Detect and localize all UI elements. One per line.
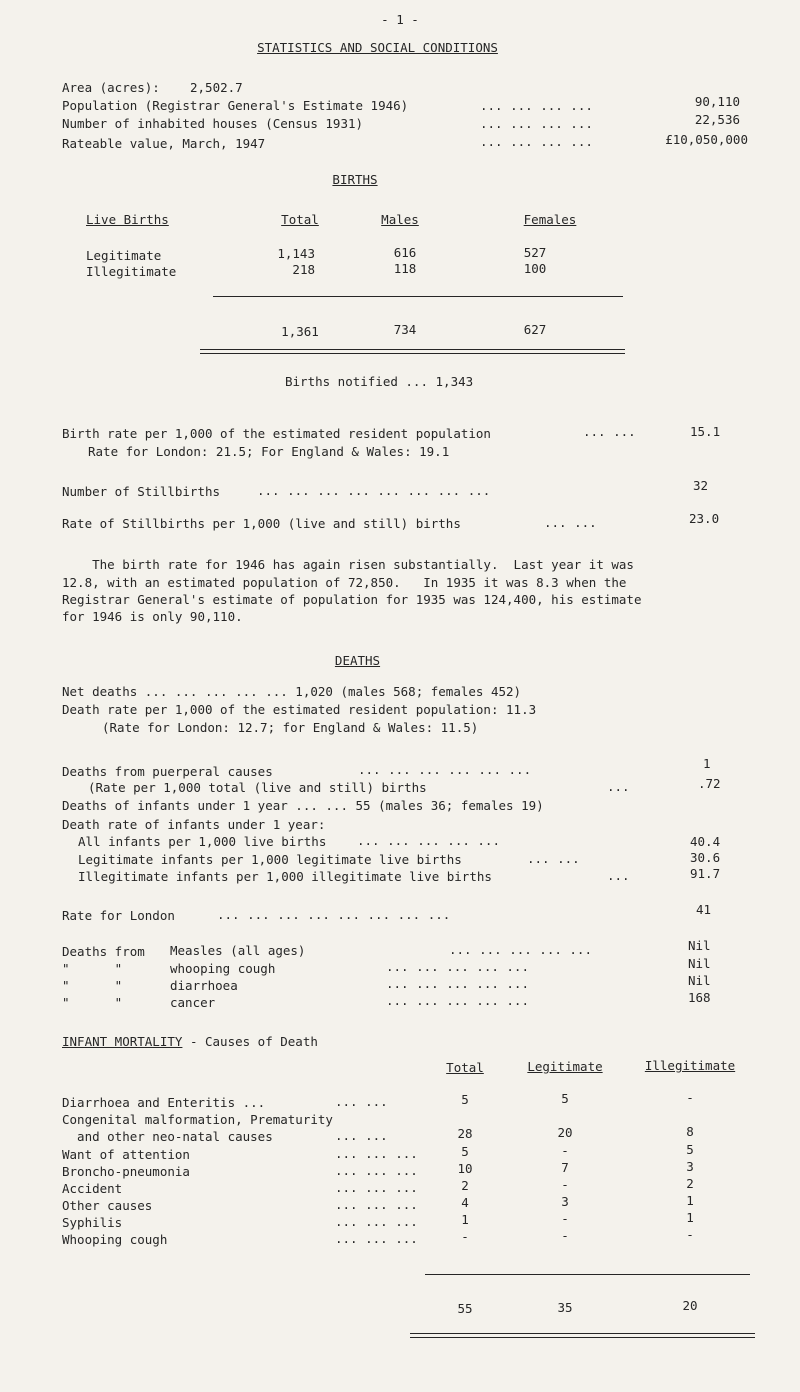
infant-rate-dots: ... ... (527, 851, 580, 866)
london-rate-value: 41 (696, 902, 712, 917)
im-col-illegitimate: Illegitimate (644, 1058, 736, 1073)
im-row-total: 4 (461, 1195, 469, 1210)
houses-value: 22,536 (694, 112, 740, 127)
births-heading: BIRTHS (332, 172, 378, 187)
im-row-label: Congenital malformation, Prematurity (62, 1112, 333, 1127)
london-rate-label: Rate for London (62, 908, 175, 923)
im-row-dots: ... ... (335, 1094, 388, 1109)
im-total-legitimate: 35 (557, 1300, 573, 1315)
births-total-males: 734 (393, 322, 417, 337)
im-row-illegitimate: - (686, 1090, 694, 1105)
im-row-total: 10 (457, 1161, 473, 1176)
im-row-label: Whooping cough (62, 1232, 168, 1247)
im-row-dots: ... ... ... (335, 1146, 418, 1161)
cause-prefix: " " (62, 961, 123, 976)
im-row-legitimate: - (561, 1228, 569, 1243)
infant-deaths: Deaths of infants under 1 year ... ... 55 (males 36; females 19) (62, 798, 544, 813)
death-rate-london: (Rate for London: 12.7; for England & Wales: 11.5) (102, 720, 479, 735)
births-row-males: 616 (393, 245, 417, 260)
im-row-label: Broncho-pneumonia (62, 1164, 190, 1179)
im-col-total: Total (446, 1060, 484, 1075)
stillbirths-label: Number of Stillbirths (62, 484, 221, 499)
cause-dots: ... ... ... ... ... (449, 942, 592, 957)
im-col-legitimate: Legitimate (527, 1059, 603, 1074)
cause-label: whooping cough (170, 961, 276, 976)
puerperal-rate-label: (Rate per 1,000 total (live and still) births (88, 780, 427, 795)
im-row-total: - (461, 1229, 469, 1244)
population-value: 90,110 (694, 94, 740, 109)
cause-prefix: " " (62, 978, 123, 993)
death-rate: Death rate per 1,000 of the estimated resident population: 11.3 (62, 702, 537, 717)
rateable-label: Rateable value, March, 1947 (62, 136, 266, 151)
cause-prefix: " " (62, 995, 123, 1010)
infant-rate-value: 40.4 (690, 834, 721, 849)
births-col-live: Live Births (86, 212, 169, 227)
im-rule (425, 1274, 750, 1275)
area-label: Area (acres): (62, 80, 160, 95)
im-row-legitimate: 5 (561, 1091, 569, 1106)
population-dots: ... ... ... ... (480, 98, 593, 113)
infant-rate-heading: Death rate of infants under 1 year: (62, 817, 326, 832)
births-double-rule (200, 353, 625, 354)
im-row-label: Syphilis (62, 1215, 123, 1230)
cause-dots: ... ... ... ... ... (386, 959, 529, 974)
im-row-illegitimate: 3 (686, 1159, 694, 1174)
still-rate-label: Rate of Stillbirths per 1,000 (live and still) births (62, 516, 461, 531)
page-number: - 1 - (381, 12, 419, 27)
im-row-dots: ... ... ... (335, 1180, 418, 1195)
im-row-total: 5 (461, 1092, 469, 1107)
im-row-dots: ... ... (335, 1128, 388, 1143)
area-value: 2,502.7 (190, 80, 243, 95)
im-row-total: 1 (461, 1212, 469, 1227)
im-double-rule (410, 1333, 755, 1334)
im-row-label: Diarrhoea and Enteritis ... (62, 1095, 266, 1110)
births-row-females: 100 (523, 261, 547, 276)
births-col-females: Females (523, 212, 577, 227)
births-double-rule (200, 349, 625, 350)
im-row-dots: ... ... ... (335, 1214, 418, 1229)
london-rate-dots: ... ... ... ... ... ... ... ... (217, 907, 451, 922)
puerperal-rate-value: .72 (698, 776, 721, 791)
infant-rate-value: 30.6 (690, 850, 721, 865)
im-total-illegitimate: 20 (682, 1298, 698, 1313)
births-row-total: 1,143 (277, 246, 315, 261)
birth-rate-london: Rate for London: 21.5; For England & Wales: 19.1 (88, 444, 450, 459)
still-rate-dots: ... ... (544, 515, 597, 530)
births-total-total: 1,361 (281, 324, 319, 339)
puerperal-label: Deaths from puerperal causes (62, 764, 273, 779)
stillbirths-dots: ... ... ... ... ... ... ... ... (257, 483, 491, 498)
im-row-label: Want of attention (62, 1147, 190, 1162)
infant-rate-label: Legitimate infants per 1,000 legitimate live births (78, 852, 462, 867)
cause-label: diarrhoea (170, 978, 238, 993)
paragraph-line: The birth rate for 1946 has again risen substantially. Last year it was (62, 557, 634, 572)
im-row-legitimate: - (561, 1177, 569, 1192)
infant-mortality-heading (62, 1034, 318, 1049)
births-col-males: Males (381, 212, 419, 227)
im-row-illegitimate: 2 (686, 1176, 694, 1191)
birth-rate-value: 15.1 (690, 424, 721, 439)
im-row-dots: ... ... ... (335, 1197, 418, 1212)
stillbirths-value: 32 (693, 478, 709, 493)
infant-mortality-title: INFANT MORTALITY (62, 1034, 183, 1049)
im-row-label: Other causes (62, 1198, 153, 1213)
cause-dots: ... ... ... ... ... (386, 976, 529, 991)
births-notified: Births notified ... 1,343 (285, 374, 474, 389)
cause-value: 168 (688, 990, 711, 1005)
cause-value: Nil (688, 973, 711, 988)
im-row-legitimate: 20 (557, 1125, 573, 1140)
puerperal-rate-dots: ... (607, 779, 630, 794)
deaths-heading: DEATHS (334, 653, 381, 668)
cause-value: Nil (688, 956, 711, 971)
infant-rate-label: Illegitimate infants per 1,000 illegitimate live births (78, 869, 492, 884)
cause-label: cancer (170, 995, 216, 1010)
paragraph-line: 12.8, with an estimated population of 72,850. In 1935 it was 8.3 when the (62, 575, 627, 590)
rateable-value: £10,050,000 (665, 132, 748, 147)
im-row-total: 2 (461, 1178, 469, 1193)
births-total-females: 627 (523, 322, 547, 337)
cause-value: Nil (688, 938, 711, 953)
births-row-label: Legitimate (86, 248, 162, 263)
im-row-dots: ... ... ... (335, 1163, 418, 1178)
im-row-legitimate: - (561, 1143, 569, 1158)
im-row-total: 5 (461, 1144, 469, 1159)
births-row-males: 118 (393, 261, 417, 276)
im-row-label: and other neo-natal causes (62, 1129, 273, 1144)
births-row-label: Illegitimate (86, 264, 177, 279)
birth-rate-label: Birth rate per 1,000 of the estimated resident population (62, 426, 491, 441)
infant-rate-value: 91.7 (690, 866, 721, 881)
im-row-label: Accident (62, 1181, 123, 1196)
im-row-illegitimate: 5 (686, 1142, 694, 1157)
puerperal-value: 1 (703, 756, 711, 771)
im-double-rule (410, 1337, 755, 1338)
infant-rate-label: All infants per 1,000 live births (78, 834, 327, 849)
puerperal-dots: ... ... ... ... ... ... (358, 762, 532, 777)
im-row-illegitimate: 1 (686, 1193, 694, 1208)
cause-dots: ... ... ... ... ... (386, 993, 529, 1008)
still-rate-value: 23.0 (689, 511, 720, 526)
im-row-legitimate: 3 (561, 1194, 569, 1209)
births-rule (213, 296, 623, 297)
births-row-total: 218 (292, 262, 315, 277)
im-total-total: 55 (457, 1301, 473, 1316)
cause-label: Measles (all ages) (170, 943, 306, 958)
infant-mortality-subtitle: - Causes of Death (182, 1034, 318, 1049)
page-title: STATISTICS AND SOCIAL CONDITIONS (257, 40, 498, 55)
infant-rate-dots: ... (607, 868, 630, 883)
houses-label: Number of inhabited houses (Census 1931) (62, 116, 364, 131)
paragraph-line: Registrar General's estimate of population for 1935 was 124,400, his estimate (62, 592, 642, 607)
birth-rate-dots: ... ... (583, 424, 636, 439)
cause-prefix: Deaths from (62, 944, 145, 959)
im-row-legitimate: 7 (561, 1160, 569, 1175)
im-row-illegitimate: 1 (686, 1210, 694, 1225)
im-row-total: 28 (457, 1126, 473, 1141)
net-deaths: Net deaths ... ... ... ... ... 1,020 (males 568; females 452) (62, 684, 522, 699)
paragraph-line: for 1946 is only 90,110. (62, 609, 243, 624)
infant-rate-dots: ... ... ... ... ... (357, 833, 500, 848)
births-row-females: 527 (523, 245, 547, 260)
im-row-illegitimate: 8 (686, 1124, 694, 1139)
im-row-legitimate: - (561, 1211, 569, 1226)
population-label: Population (Registrar General's Estimate 1946) (62, 98, 409, 113)
im-row-dots: ... ... ... (335, 1231, 418, 1246)
births-col-total: Total (281, 212, 319, 227)
rateable-dots: ... ... ... ... (480, 134, 593, 149)
im-row-illegitimate: - (686, 1227, 694, 1242)
houses-dots: ... ... ... ... (480, 116, 593, 131)
